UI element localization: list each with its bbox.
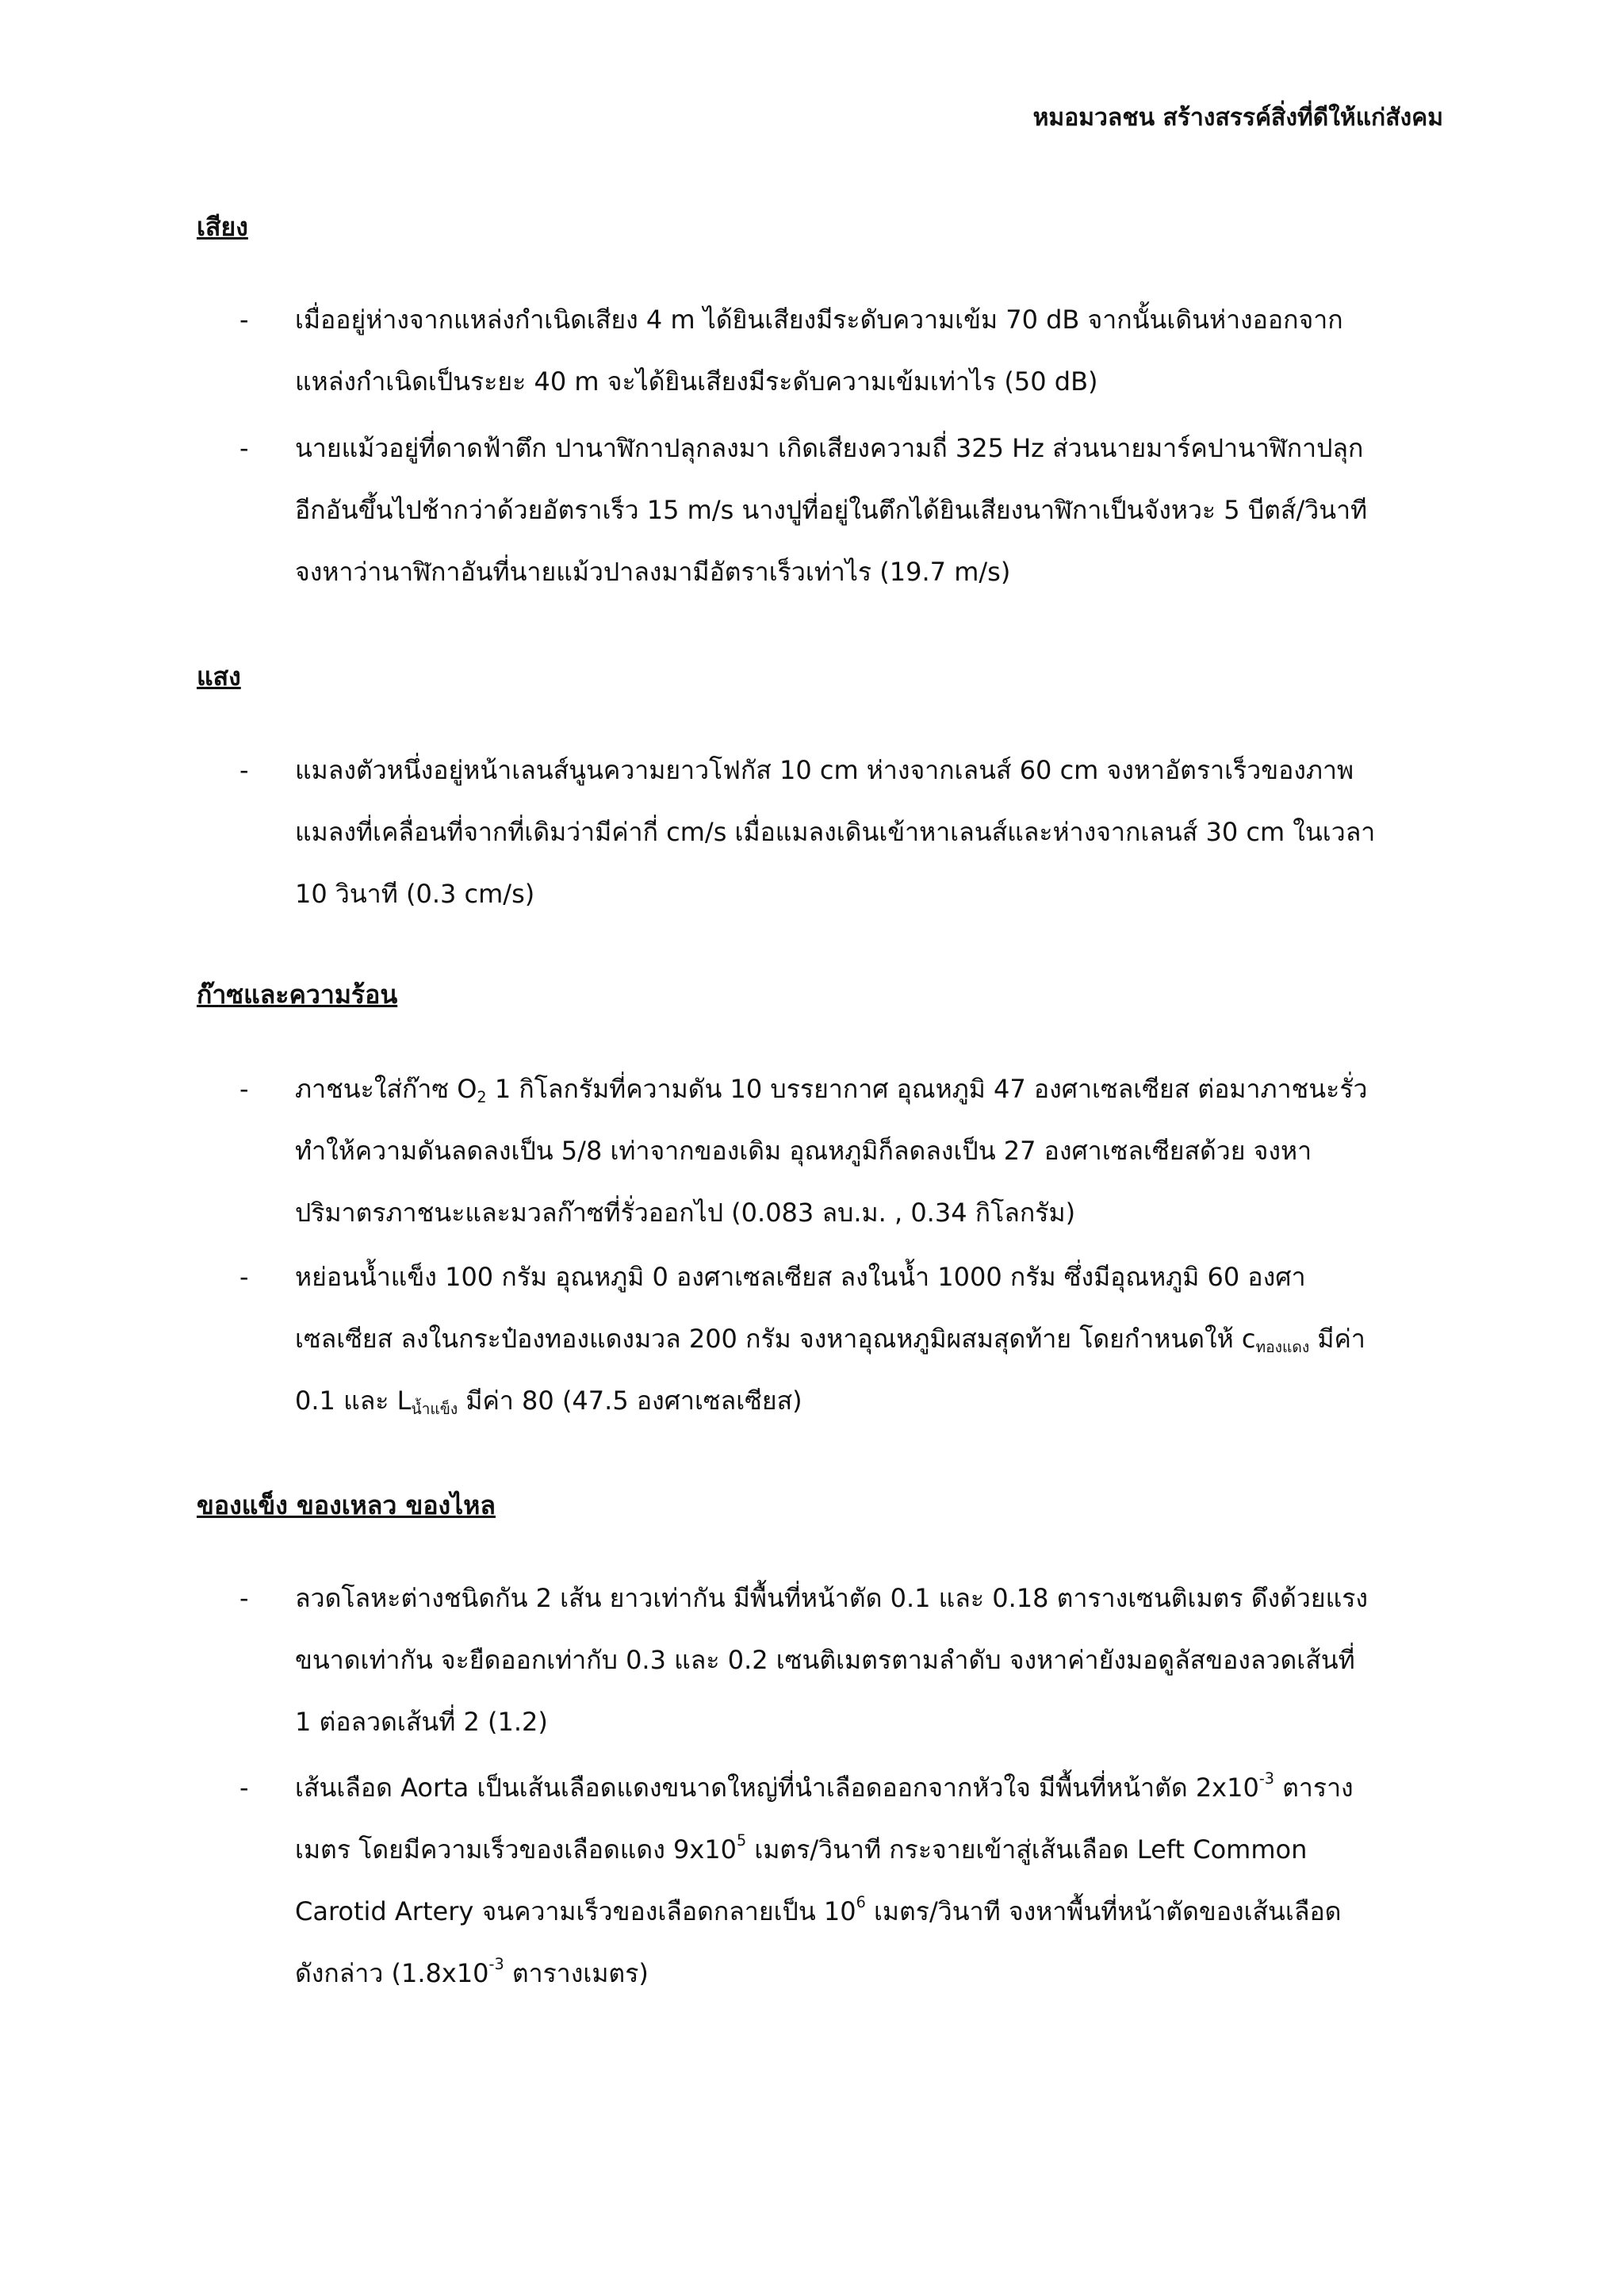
section-title-solid-liquid-fluid: ของแข็ง ของเหลว ของไหล xyxy=(197,1490,496,1520)
question-line xyxy=(295,1370,1451,1432)
question-line: 1 ต่อลวดเส้นที่ 2 (1.2) xyxy=(295,1707,548,1737)
bullet-dash: - xyxy=(239,433,249,463)
question-line xyxy=(295,1757,1451,1819)
text-run: Carotid Artery จนความเร็วของเลือดกลายเป็น 10 xyxy=(295,1896,856,1926)
question-line: ขนาดเท่ากัน จะยืดออกเท่ากับ 0.3 และ 0.2 เซนติเมตรตามลำดับ จงหาค่ายังมอดูลัสของลวดเส้นที่ xyxy=(295,1645,1355,1675)
question-line: ลวดโลหะต่างชนิดกัน 2 เส้น ยาวเท่ากัน มีพื้นที่หน้าตัด 0.1 และ 0.18 ตารางเซนติเมตร ดึงด้วยแรง xyxy=(295,1583,1369,1613)
section-title-light: แสง xyxy=(197,661,241,692)
superscript: -3 xyxy=(488,1955,504,1973)
superscript: -3 xyxy=(1258,1769,1274,1788)
section-title-gas-heat: ก๊าซและความร้อน xyxy=(197,979,398,1010)
bullet-dash: - xyxy=(239,1773,249,1803)
question-sound-1 xyxy=(239,289,1451,412)
subscript: น้ำแข็ง xyxy=(411,1400,458,1418)
question-line: 10 วินาที (0.3 cm/s) xyxy=(295,879,535,909)
text-run: ตารางเมตร) xyxy=(504,1958,649,1988)
question-line: อีกอันขึ้นไปช้ากว่าด้วยอัตราเร็ว 15 m/s นางปูที่อยู่ในตึกได้ยินเสียงนาฬิกาเป็นจังหวะ 5 บีตส์/วินาที xyxy=(295,495,1368,525)
bullet-dash: - xyxy=(239,305,249,335)
superscript: 5 xyxy=(737,1831,747,1849)
question-line xyxy=(295,1819,1451,1880)
bullet-dash: - xyxy=(239,1583,249,1613)
question-solid-1 xyxy=(239,1567,1451,1753)
subscript: 2 xyxy=(477,1088,487,1106)
question-line: จงหาว่านาฬิกาอันที่นายแม้วปาลงมามีอัตราเร็วเท่าไร (19.7 m/s) xyxy=(295,557,1011,587)
question-line: ทำให้ความดันลดลงเป็น 5/8 เท่าจากของเดิม อุณหภูมิก็ลดลงเป็น 27 องศาเซลเซียสด้วย จงหา xyxy=(295,1136,1312,1166)
superscript: 6 xyxy=(856,1893,866,1911)
question-line: หย่อนน้ำแข็ง 100 กรัม อุณหภูมิ 0 องศาเซลเซียส ลงในน้ำ 1000 กรัม ซึ่งมีอุณหภูมิ 60 องศา xyxy=(295,1262,1306,1292)
text-run: ภาชนะใส่ก๊าซ O xyxy=(295,1074,477,1104)
text-run: ดังกล่าว (1.8x10 xyxy=(295,1958,489,1988)
text-run: เมตร โดยมีความเร็วของเลือดแดง 9x10 xyxy=(295,1834,737,1865)
text-run: มีค่า 80 (47.5 องศาเซลเซียส) xyxy=(458,1386,802,1416)
question-line xyxy=(295,1058,1451,1120)
question-gas-2 xyxy=(239,1246,1451,1432)
subscript: ทองแดง xyxy=(1255,1338,1310,1356)
question-solid-2 xyxy=(239,1757,1451,2004)
text-run: เซลเซียส ลงในกระป๋องทองแดงมวล 200 กรัม จงหาอุณหภูมิผสมสุดท้าย โดยกำหนดให้ c xyxy=(295,1324,1256,1354)
question-light-1 xyxy=(239,739,1451,925)
text-run: 1 กิโลกรัมที่ความดัน 10 บรรยากาศ อุณหภูมิ 47 องศาเซลเซียส ต่อมาภาชนะรั่ว xyxy=(486,1074,1368,1104)
text-run: เมตร/วินาที จงหาพื้นที่หน้าตัดของเส้นเลือด xyxy=(865,1896,1342,1926)
text-run: 0.1 และ L xyxy=(295,1386,412,1416)
section-title-sound: เสียง xyxy=(197,212,248,242)
question-line: แมลงตัวหนึ่งอยู่หน้าเลนส์นูนความยาวโฟกัส 10 cm ห่างจากเลนส์ 60 cm จงหาอัตราเร็วของภาพ xyxy=(295,755,1354,785)
question-line: นายแม้วอยู่ที่ดาดฟ้าตึก ปานาฬิกาปลุกลงมา เกิดเสียงความถี่ 325 Hz ส่วนนายมาร์คปานาฬิกาปลุก xyxy=(295,433,1364,463)
bullet-dash: - xyxy=(239,1262,249,1292)
question-line: แมลงที่เคลื่อนที่จากที่เดิมว่ามีค่ากี่ cm/s เมื่อแมลงเดินเข้าหาเลนส์และห่างจากเลนส์ 30 cm ในเวลา xyxy=(295,817,1376,847)
question-line: เมื่ออยู่ห่างจากแหล่งกำเนิดเสียง 4 m ได้ยินเสียงมีระดับความเข้ม 70 dB จากนั้นเดินห่างออกจาก xyxy=(295,305,1343,335)
text-run: มีค่า xyxy=(1309,1324,1365,1354)
text-run: เมตร/วินาที กระจายเข้าสู่เส้นเลือด Left Common xyxy=(746,1834,1308,1865)
bullet-dash: - xyxy=(239,755,249,785)
text-run: เส้นเลือด Aorta เป็นเส้นเลือดแดงขนาดใหญ่ที่นำเลือดออกจากหัวใจ มีพื้นที่หน้าตัด 2x10 xyxy=(295,1773,1259,1803)
question-line: ปริมาตรภาชนะและมวลก๊าซที่รั่วออกไป (0.083 ลบ.ม. , 0.34 กิโลกรัม) xyxy=(295,1198,1076,1228)
text-run: ตาราง xyxy=(1274,1773,1354,1803)
bullet-dash: - xyxy=(239,1074,249,1104)
page-header: หมอมวลชน สร้างสรรค์สิ่งที่ดีให้แก่สังคม xyxy=(1032,104,1443,132)
question-line: แหล่งกำเนิดเป็นระยะ 40 m จะได้ยินเสียงมีระดับความเข้มเท่าไร (50 dB) xyxy=(295,366,1098,397)
question-line xyxy=(295,1942,1451,2004)
question-sound-2 xyxy=(239,417,1451,603)
question-line xyxy=(295,1308,1451,1370)
question-gas-1 xyxy=(239,1058,1451,1244)
question-line xyxy=(295,1880,1451,1942)
